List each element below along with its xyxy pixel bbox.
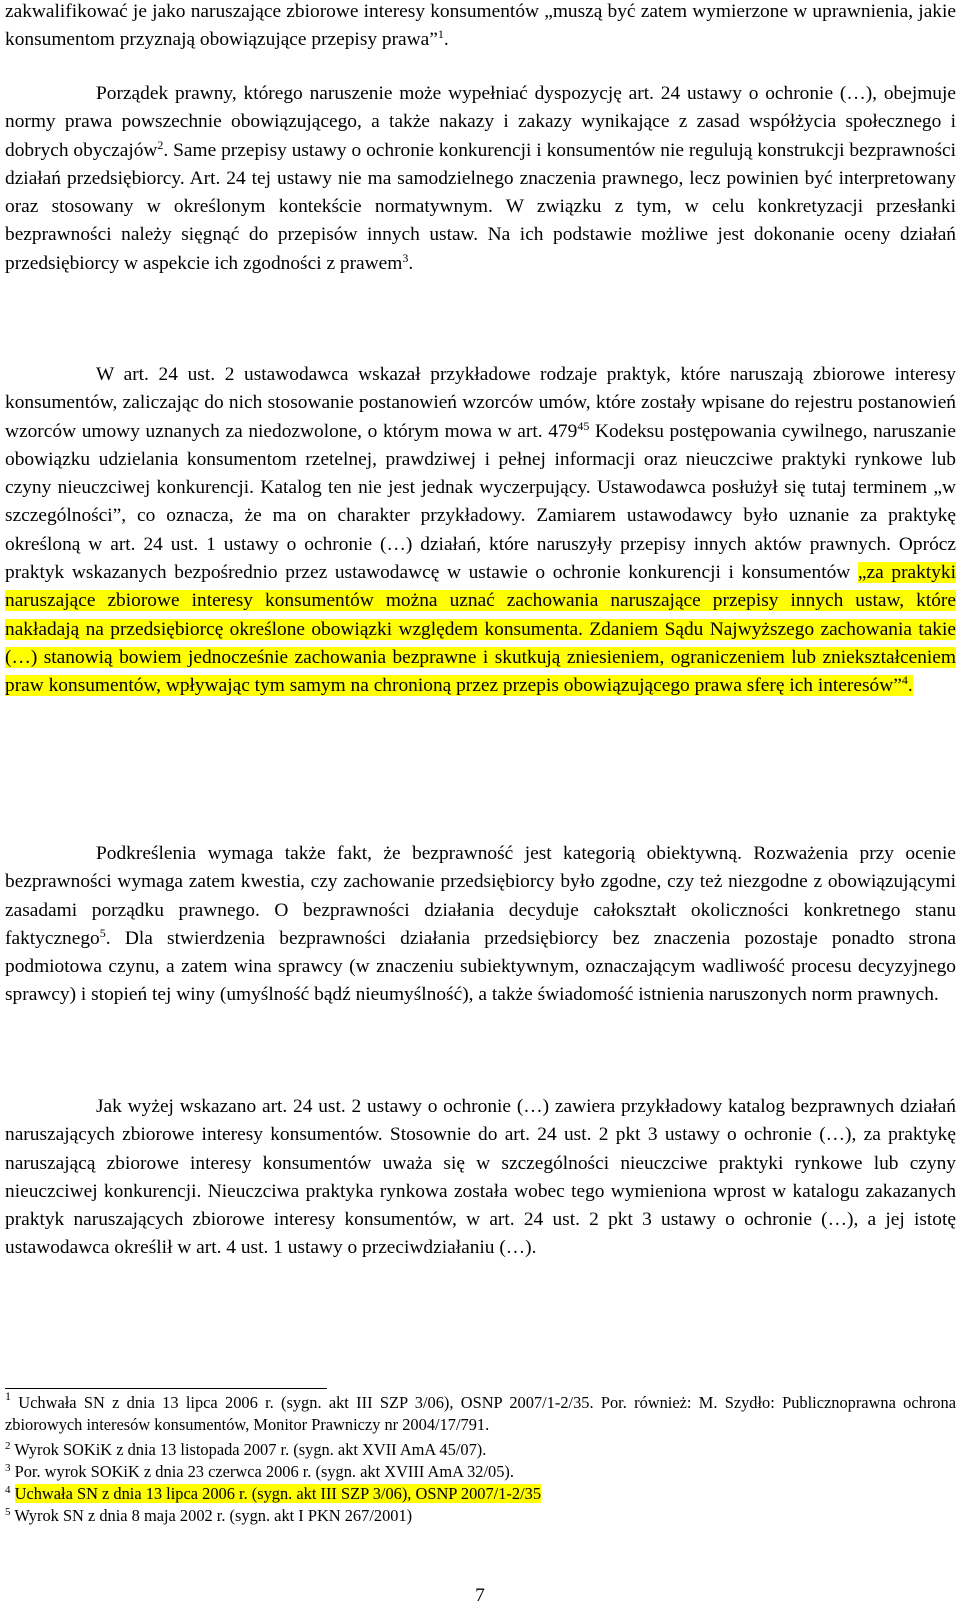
paragraph-art-24	[5, 361, 956, 701]
paragraph-objective-unlawfulness	[5, 840, 956, 1010]
paragraph-text: Kodeksu postępowania cywilnego, naruszanie obowiązku udzielania konsumentom rzetelnej, prawdziwej i pełnej informacji oraz nieuczciwe praktyki rynkowe lub czyny nieuczciwej konkurencji. Katalog ten nie jest jednak wyczerpujący. Ustawodawca posłużył się tutaj terminem „w szczególności”, co oznacza, że ma on charakter przykładowy. Zamiarem ustawodawcy było uznanie za praktykę określoną w art. 24 ust. 1 ustawy o ochronie (…) działań, które naruszyły przepisy innych aktów prawnych. Oprócz praktyk wskazanych bezpośrednio przez ustawodawcę w ustawie o ochronie konkurencji i konsumentów	[5, 420, 956, 584]
page-number: 7	[475, 1585, 485, 1606]
footnote-ref-45: 45	[577, 418, 590, 433]
footnote-separator	[5, 1388, 327, 1389]
footnote-ref-1[interactable]: 1	[437, 27, 444, 42]
paragraph-text: zakwalifikować je jako naruszające zbiorowe interesy konsumentów „muszą być zatem wymierzone w uprawnienia, jakie konsumentom przyznają obowiązujące przepisy prawa”	[5, 1, 956, 51]
footnote-ref-5[interactable]: 5	[99, 925, 106, 940]
footnote-text: Wyrok SN z dnia 8 maja 2002 r. (sygn. akt I PKN 267/2001)	[14, 1506, 413, 1525]
highlighted-text: .	[907, 675, 913, 697]
paragraph-text: Podkreślenia wymaga także fakt, że bezprawność jest kategorią obiektywną. Rozważenia przy ocenie bezprawności wymaga zatem kwestia, czy zachowanie przedsiębiorcy było zgodne, czy też niezgodne z obowiązującymi zasadami porządku prawnego. O bezprawności działania decyduje całokształt okoliczności konkretnego stanu faktycznego	[5, 843, 956, 949]
footnote-number: 5	[5, 1506, 11, 1518]
footnote-text: Wyrok SOKiK z dnia 13 listopada 2007 r. (sygn. akt XVII AmA 45/07).	[14, 1440, 487, 1459]
paragraph-catalog	[5, 1093, 956, 1263]
footnote-number: 3	[5, 1462, 11, 1474]
paragraph-intro	[5, 0, 956, 55]
paragraph-text: .	[443, 29, 449, 51]
highlighted-text: „za praktyki naruszające zbiorowe interesy konsumentów można uznać zachowania naruszające przepisy innych ustaw, które nakładają na przedsiębiorcę określone obowiązki względem konsumenta. Zdaniem Sądu Najwyższego zachowania takie (…) stanowią bowiem jednocześnie zachowania bezprawne i skutkują zniesieniem, ograniczeniem lub zniekształceniem praw konsumentów, wpływając tym samym na chronioną przez przepis obowiązującego prawa sferę ich interesów”	[5, 562, 956, 697]
paragraph-text: . Same przepisy ustawy o ochronie konkurencji i konsumentów nie regulują konstrukcji bezprawności działań przedsiębiorcy. Art. 24 tej ustawy nie ma samodzielnego znaczenia prawnego, lecz powinien być interpretowany oraz stosowany w określonym kontekście normatywnym. W związku z tym, w celu konkretyzacji przesłanki bezprawności należy sięgnąć do przepisów innych ustaw. Na ich podstawie możliwe jest dokonanie oceny działań przedsiębiorcy w aspekcie ich zgodności z prawem	[5, 139, 956, 274]
footnote-number: 1	[5, 1389, 11, 1403]
footnote-number: 2	[5, 1440, 11, 1452]
footnote-text-highlighted: Uchwała SN z dnia 13 lipca 2006 r. (sygn. akt III SZP 3/06), OSNP 2007/1-2/35	[14, 1484, 542, 1503]
footnote-ref-3[interactable]: 3	[402, 250, 409, 265]
footnote-ref-2[interactable]: 2	[157, 137, 164, 152]
footnote-5	[5, 1505, 956, 1527]
footnote-text: Por. wyrok SOKiK z dnia 23 czerwca 2006 r. (sygn. akt XVIII AmA 32/05).	[14, 1462, 514, 1481]
footnote-text: Uchwała SN z dnia 13 lipca 2006 r. (sygn. akt III SZP 3/06), OSNP 2007/1-2/35. Por. również: M. Szydło: Publicznoprawna ochrona zbiorowych interesów konsumentów, Monitor Prawniczy nr 2004/17/791.	[5, 1393, 956, 1434]
paragraph-text: . Dla stwierdzenia bezprawności działania przedsiębiorcy bez znaczenia pozostaje ponadto strona podmiotowa czynu, a zatem wina sprawcy (w znaczeniu subiektywnym, oznaczającym wadliwość procesu decyzyjnego sprawcy) i stopień tej winy (umyślność bądź nieumyślność), a także świadomość istnienia naruszonych norm prawnych.	[5, 927, 956, 1006]
footnote-number: 4	[5, 1484, 11, 1496]
footnote-3	[5, 1461, 956, 1483]
paragraph-text: W art. 24 ust. 2 ustawodawca wskazał przykładowe rodzaje praktyk, które naruszają zbiorowe interesy konsumentów, zaliczając do nich stosowanie postanowień wzorców umów, które zostały wpisane do rejestru postanowień wzorców umowy uznanych za niedozwolone, o którym mowa w art. 479	[5, 364, 956, 442]
footnote-ref-4[interactable]: 4	[901, 673, 908, 688]
footnote-1	[5, 1389, 956, 1436]
paragraph-legal-order	[5, 80, 956, 278]
paragraph-text: Porządek prawny, którego naruszenie może wypełniać dyspozycję art. 24 ustawy o ochronie (…), obejmuje normy prawa powszechnie obowiązującego, a także nakazy i zakazy wynikające z zasad współżycia społecznego i dobrych obyczajów	[5, 83, 956, 161]
footnote-4	[5, 1483, 956, 1505]
paragraph-text: .	[408, 252, 414, 274]
footnote-2	[5, 1439, 956, 1461]
paragraph-text: Jak wyżej wskazano art. 24 ust. 2 ustawy o ochronie (…) zawiera przykładowy katalog bezprawnych działań naruszających zbiorowe interesy konsumentów. Stosownie do art. 24 ust. 2 pkt 3 ustawy o ochronie (…), za praktykę naruszającą zbiorowe interesy konsumentów uważa się w szczególności nieuczciwe praktyki rynkowe lub czyny nieuczciwej konkurencji. Nieuczciwa praktyka rynkowa została wobec tego wymieniona wprost w katalogu zakazanych praktyk naruszających zbiorowe interesy konsumentów, w art. 24 ust. 2 pkt 3 ustawy o ochronie (…), a jej istotę ustawodawca określił w art. 4 ust. 1 ustawy o przeciwdziałaniu (…).	[5, 1096, 956, 1259]
